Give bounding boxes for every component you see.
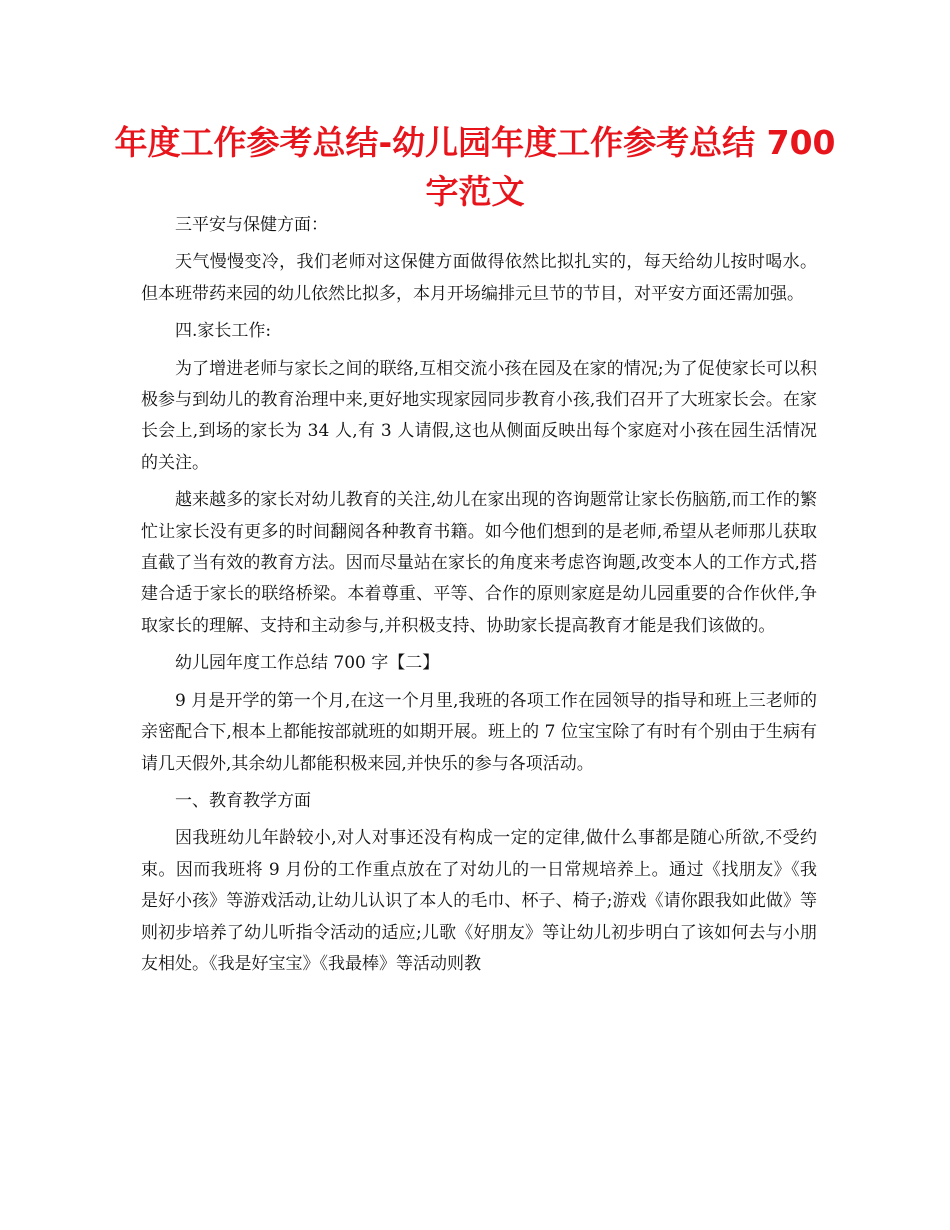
paragraph: 因我班幼儿年龄较小,对人对事还没有构成一定的定律,做什么事都是随心所欲,不受约束。因而我班将 9 月份的工作重点放在了对幼儿的一日常规培养上。通过《找朋友》《我是好小孩》等游戏活动,让幼儿认识了本人的毛巾、杯子、椅子;游戏《请你跟我如此做》等则初步培养了幼儿听指令活动的适应;儿歌《好朋友》等让幼儿初步明白了该如何去与小朋友相处。《我是好宝宝》《我最棒》等活动则教 bbox=[141, 828, 817, 974]
section-heading-education: 一、教育教学方面 bbox=[175, 790, 311, 811]
document-title: 年度工作参考总结-幼儿园年度工作参考总结 700 字范文 bbox=[114, 123, 836, 211]
paragraph: 为了增进老师与家长之间的联络,互相交流小孩在园及在家的情况;为了促使家长可以积极参与到幼儿的教育治理中来,更好地实现家园同步教育小孩,我们召开了大班家长会。在家长会上,到场的家长为 34 人,有 3 人请假,这也从侧面反映出每个家庭对小孩在园生活情况的关注。 bbox=[141, 358, 817, 473]
paragraph: 9 月是开学的第一个月,在这一个月里,我班的各项工作在园领导的指导和班上三老师的亲密配合下,根本上都能按部就班的如期开展。班上的 7 位宝宝除了有时有个别由于生病有请几天假外,其余幼儿都能积极来园,并快乐的参与各项活动。 bbox=[141, 690, 817, 774]
paragraph: 天气慢慢变冷，我们老师对这保健方面做得依然比拟扎实的，每天给幼儿按时喝水。但本班带药来园的幼儿依然比拟多，本月开场编排元旦节的节目，对平安方面还需加强。 bbox=[141, 252, 817, 304]
paragraph: 越来越多的家长对幼儿教育的关注,幼儿在家出现的咨询题常让家长伤脑筋,而工作的繁忙让家长没有更多的时间翻阅各种教育书籍。如今他们想到的是老师,希望从老师那儿获取直截了当有效的教育方法。因而尽量站在家长的角度来考虑咨询题,改变本人的工作方式,搭建合适于家长的联络桥梁。本着尊重、平等、合作的原则家庭是幼儿园重要的合作伙伴,争取家长的理解、支持和主动参与,并积极支持、协助家长提高教育才能是我们该做的。 bbox=[141, 490, 817, 636]
document-body bbox=[141, 210, 817, 986]
section-heading-part-two: 幼儿园年度工作总结 700 字【二】 bbox=[175, 653, 440, 674]
section-heading-safety: 三平安与保健方面： bbox=[175, 215, 328, 235]
section-heading-parents: 四.家长工作: bbox=[175, 321, 272, 342]
